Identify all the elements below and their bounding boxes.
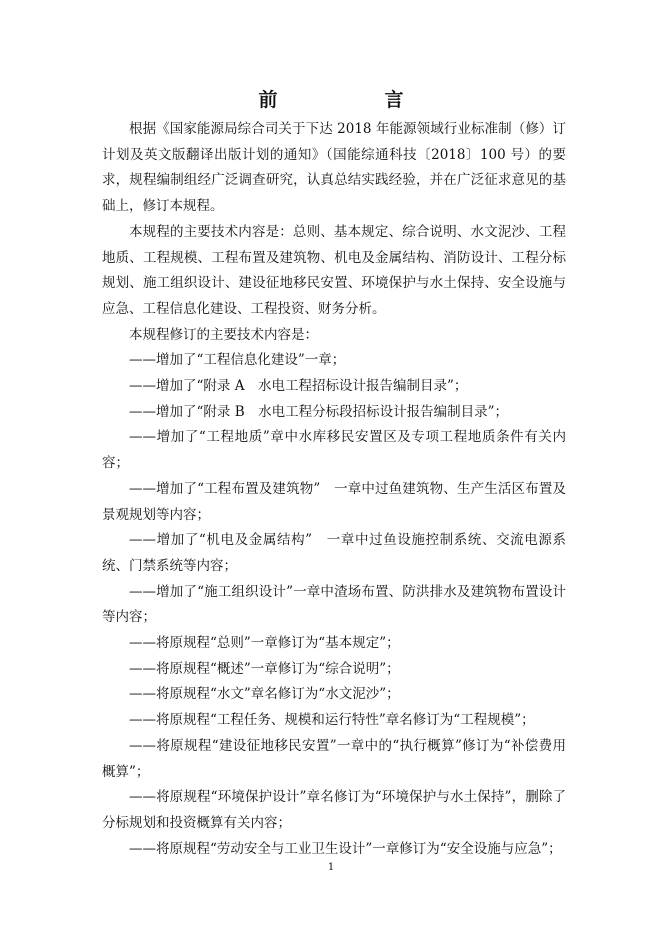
document-body <box>102 117 566 862</box>
list-item: ——增加了“机电及金属结构” 一章中过鱼设施控制系统、交流电源系统、门禁系统等内容； <box>102 532 566 574</box>
list-item: ——将原规程“水文”章名修订为“水文泥沙”； <box>129 686 400 703</box>
list-item: ——将原规程“概述”一章修订为“综合说明”； <box>129 660 400 677</box>
list-item: ——增加了“工程布置及建筑物” 一章中过鱼建筑物、生产生活区布置及景观规划等内容； <box>102 480 566 523</box>
paragraph: 本规程修订的主要技术内容是： <box>129 326 318 343</box>
paragraph: 本规程的主要技术内容是：总则、基本规定、综合说明、水文泥沙、工程地质、工程规模、工程布置及建筑物、机电及金属结构、消防设计、工程分标规划、施工组织设计、建设征地移民安置、环境保护与水土保持、安全设施与应急、工程信息化建设、工程投资、财务分析。 <box>102 223 566 317</box>
list-item: ——将原规程“环境保护设计”章名修订为“环境保护与水土保持”，删除了分标规划和投资概算有关内容； <box>102 789 566 831</box>
list-item: ——将原规程“劳动安全与工业卫生设计”一章修订为“安全设施与应急”； <box>129 840 562 857</box>
list-item: ——增加了“工程地质”章中水库移民安置区及专项工程地质条件有关内容； <box>102 429 566 472</box>
list-item: ——将原规程“总则”一章修订为“基本规定”； <box>129 635 400 652</box>
list-item: ——增加了“附录 A 水电工程招标设计报告编制目录”； <box>129 378 468 395</box>
list-item: ——将原规程“建设征地移民安置”一章中的“执行概算”修订为“补偿费用概算”； <box>102 737 566 780</box>
list-item: ——增加了“施工组织设计”一章中渣场布置、防洪排水及建筑物布置设计等内容； <box>102 583 566 626</box>
page-number: 1 <box>327 862 335 873</box>
list-item: ——将原规程“工程任务、规模和运行特性”章名修订为“工程规模”； <box>129 712 535 729</box>
list-item: ——增加了“工程信息化建设”一章； <box>129 352 346 369</box>
paragraph: 根据《国家能源局综合司关于下达 2018 年能源领域行业标准制（修）订计划及英文版翻译出版计划的通知》（国能综通科技〔2018〕100 号）的要求，规程编制组经广泛调查研究，认真总结实践经验，并在广泛征求意见的基础上，修订本规程。 <box>102 121 566 215</box>
list-item: ——增加了“附录 B 水电工程分标段招标设计报告编制目录”； <box>129 403 509 420</box>
page-title: 前 言 <box>258 89 448 111</box>
